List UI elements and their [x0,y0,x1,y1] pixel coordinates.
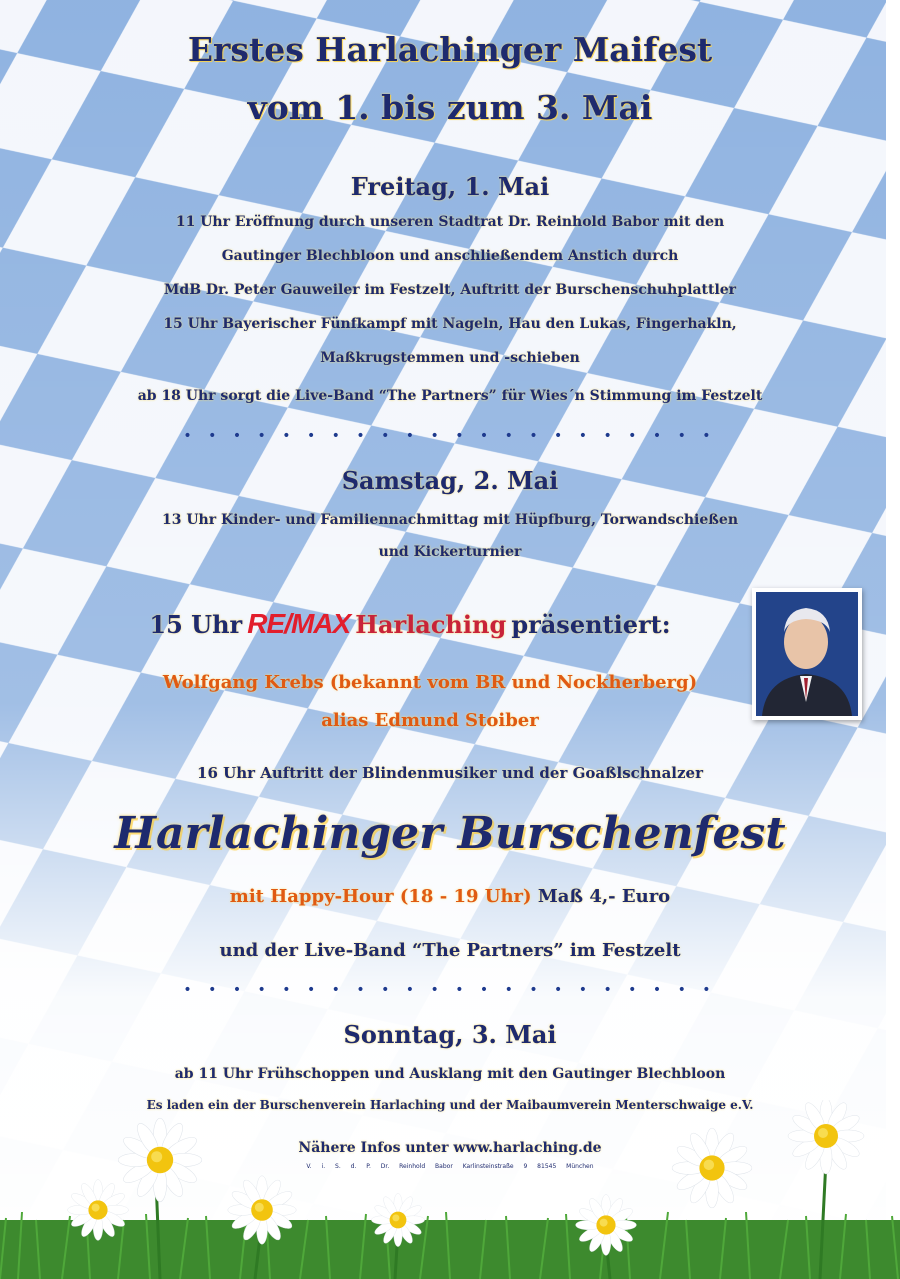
saturday-line-2: und Kickerturnier [378,544,522,560]
divider-1: • • • • • • • • • • • • • • • • • • • • • • [183,428,717,444]
friday-line-6: ab 18 Uhr sorgt die Live-Band “The Partners” für Wies´n Stimmung im Festzelt [137,388,763,404]
guest-line-1: Wolfgang Krebs (bekannt vom BR und Nockherberg) [162,672,698,693]
portrait-icon [756,592,858,716]
remax-logo-part-1: RE/ [247,608,291,639]
remax-sponsor: Harlaching [355,610,507,639]
friday-heading: Freitag, 1. Mai [350,172,550,201]
guest-line-2: alias Edmund Stoiber [321,710,539,731]
remax-verb: präsentiert: [511,610,671,639]
happy-price: Maß 4,- Euro [531,886,671,907]
happy-hour-line [0,886,900,907]
friday-line-5: Maßkrugstemmen und -schieben [320,350,580,366]
line-16-uhr: 16 Uhr Auftritt der Blindenmusiker und der Goaßlschnalzer [197,764,703,782]
sunday-line-1: ab 11 Uhr Frühschoppen und Ausklang mit den Gautinger Blechbloon [174,1066,726,1082]
saturday-line-1: 13 Uhr Kinder- und Familiennachmittag mit Hüpfburg, Torwandschießen [161,512,738,528]
remax-line [0,608,860,640]
remax-logo [247,608,351,639]
happy-hour: mit Happy-Hour (18 - 19 Uhr) [229,886,532,907]
portrait-photo [752,588,862,720]
daisy-meadow-icon [0,1100,900,1279]
friday-line-2: Gautinger Blechbloon und anschließendem Anstich durch [221,248,679,264]
saturday-heading: Samstag, 2. Mai [341,466,559,495]
info-line: Nähere Infos unter www.harlaching.de [298,1140,602,1156]
remax-time: 15 Uhr [149,610,243,639]
title-line-1: Erstes Harlachinger Maifest [187,30,713,69]
divider-2: • • • • • • • • • • • • • • • • • • • • • • [183,982,717,998]
friday-line-4: 15 Uhr Bayerischer Fünfkampf mit Nageln, Hau den Lukas, Fingerhakln, [163,316,737,332]
fest-title: Harlachinger Burschenfest [114,808,786,859]
band-line: und der Live-Band “The Partners” im Festzelt [219,940,681,961]
title-line-2: vom 1. bis zum 3. Mai [247,88,653,127]
sunday-heading: Sonntag, 3. Mai [343,1020,557,1049]
friday-line-3: MdB Dr. Peter Gauweiler im Festzelt, Auftritt der Burschenschuhplattler [163,282,737,298]
invite-line: Es laden ein der Burschenverein Harlaching und der Maibaumverein Menterschwaige e.V. [146,1098,754,1112]
friday-line-1: 11 Uhr Eröffnung durch unseren Stadtrat Dr. Reinhold Babor mit den [175,214,725,230]
remax-logo-part-2: MAX [290,608,351,639]
imprint-line: V. i. S. d. P. Dr. Reinhold Babor Karlinsteinstraße 9 81545 München [306,1163,594,1170]
